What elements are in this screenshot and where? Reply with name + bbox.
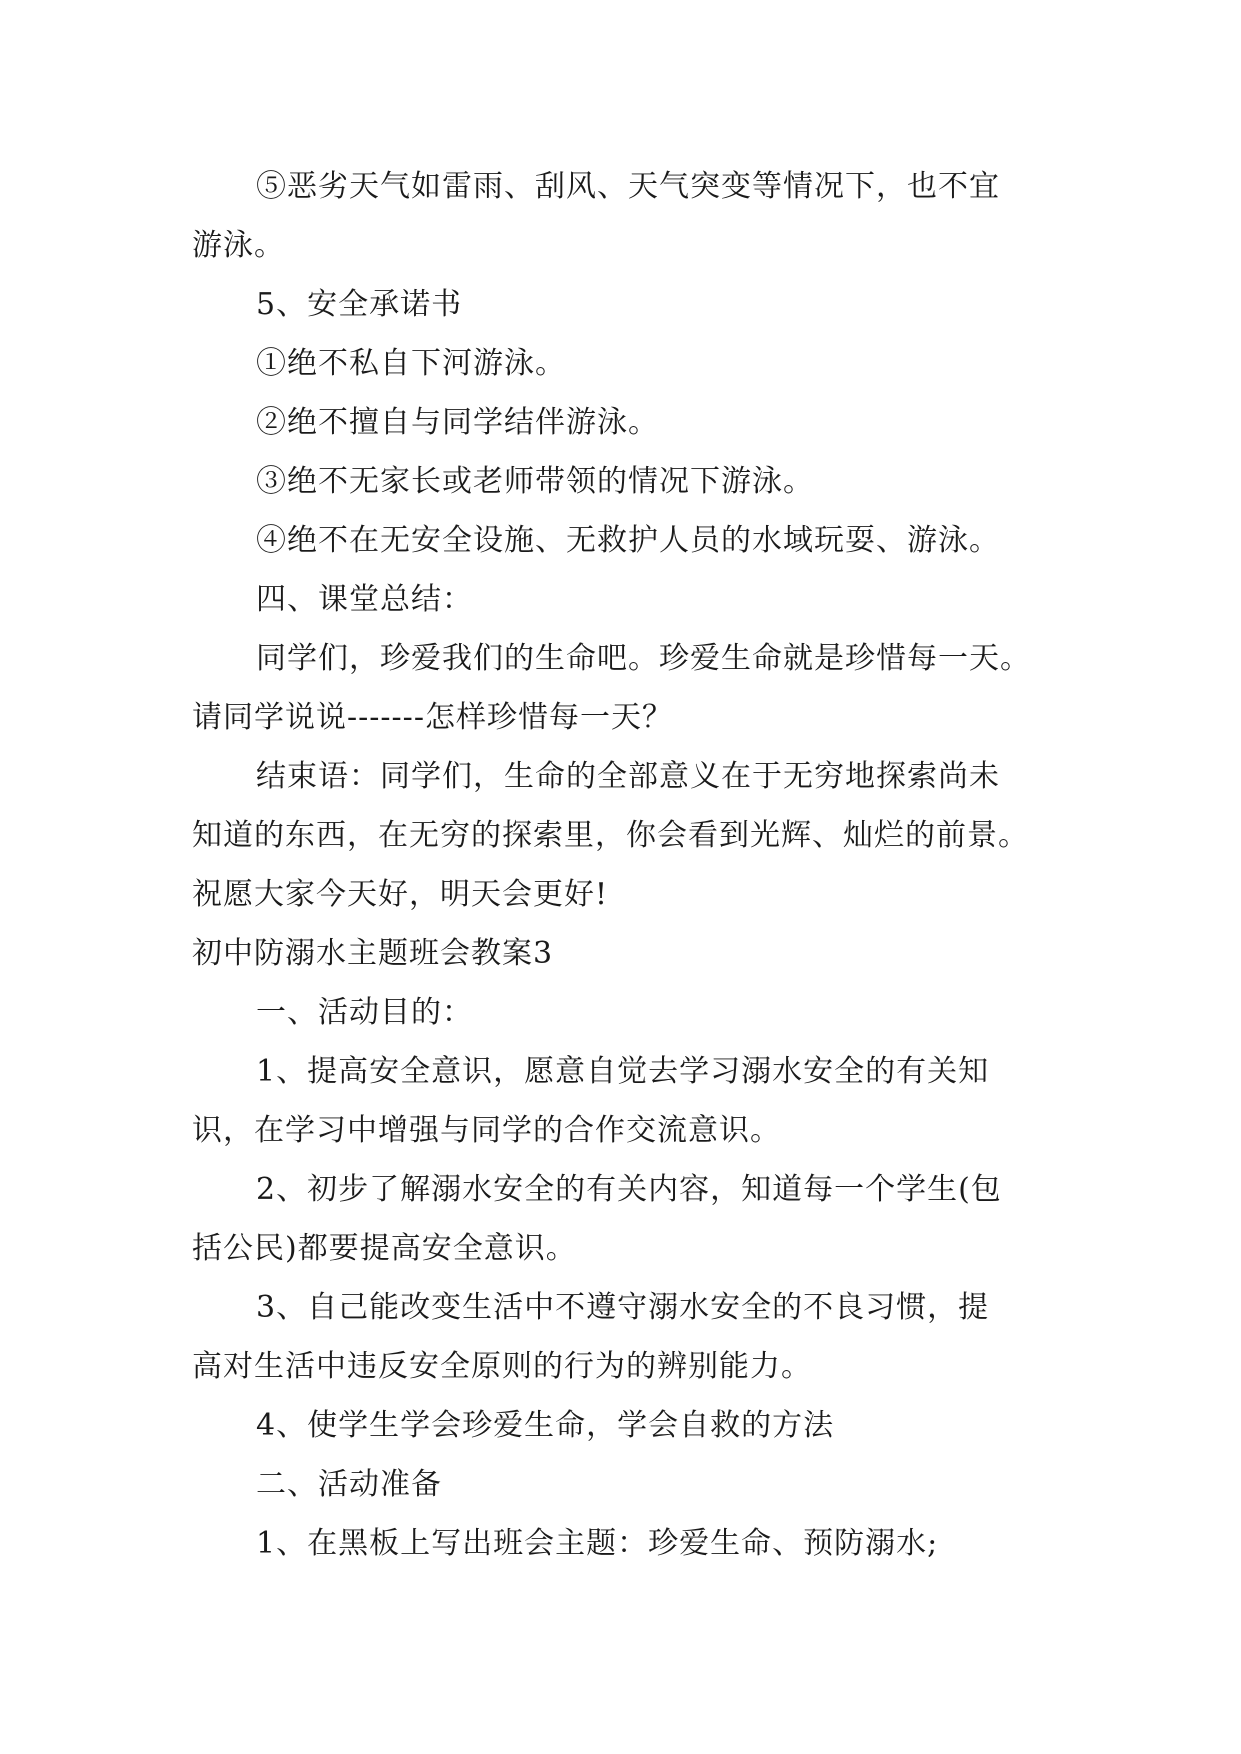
text-line: 3、自己能改变生活中不遵守溺水安全的不良习惯，提 <box>256 1290 990 1325</box>
text-line: 高对生活中违反安全原则的行为的辨别能力。 <box>192 1349 812 1384</box>
text-line: 知道的东西，在无穷的探索里，你会看到光辉、灿烂的前景。 <box>192 818 1029 853</box>
text-line: 括公民)都要提高安全意识。 <box>192 1231 577 1266</box>
list-item: ③绝不无家长或老师带领的情况下游泳。 <box>256 464 814 499</box>
text-line: 祝愿大家今天好，明天会更好! <box>192 877 609 912</box>
text-line: 结束语：同学们，生命的全部意义在于无穷地探索尚未 <box>256 759 1000 794</box>
section-heading: 四、课堂总结： <box>256 582 473 617</box>
section-heading: 一、活动目的： <box>256 995 473 1030</box>
section-heading: 5、安全承诺书 <box>256 287 463 322</box>
text-line: 4、使学生学会珍爱生命，学会自救的方法 <box>256 1408 835 1443</box>
text-line: ⑤恶劣天气如雷雨、刮风、天气突变等情况下，也不宜 <box>256 169 1000 204</box>
list-item: ②绝不擅自与同学结伴游泳。 <box>256 405 659 440</box>
list-item: ④绝不在无安全设施、无救护人员的水域玩耍、游泳。 <box>256 523 1000 558</box>
section-heading: 二、活动准备 <box>256 1467 442 1502</box>
document-title: 初中防溺水主题班会教案3 <box>192 936 554 971</box>
text-line: 识，在学习中增强与同学的合作交流意识。 <box>192 1113 781 1148</box>
document-body <box>192 157 1058 1573</box>
text-line: 游泳。 <box>192 228 285 263</box>
text-line: 1、在黑板上写出班会主题：珍爱生命、预防溺水; <box>256 1526 939 1561</box>
text-line: 请同学说说-------怎样珍惜每一天？ <box>192 700 673 735</box>
text-line: 1、提高安全意识，愿意自觉去学习溺水安全的有关知 <box>256 1054 990 1089</box>
list-item: ①绝不私自下河游泳。 <box>256 346 566 381</box>
text-line: 2、初步了解溺水安全的有关内容，知道每一个学生(包 <box>256 1172 1002 1207</box>
text-line: 同学们，珍爱我们的生命吧。珍爱生命就是珍惜每一天。 <box>256 641 1031 676</box>
